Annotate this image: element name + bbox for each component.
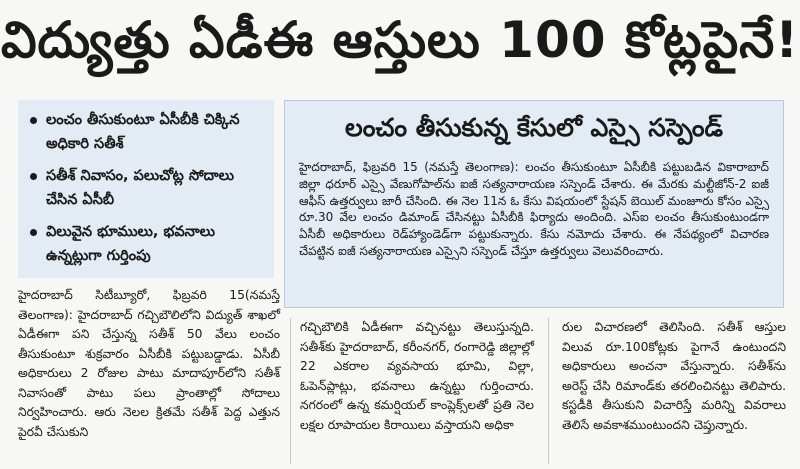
highlights-box <box>18 100 274 278</box>
headline: విద్యుత్తు ఏడీఈ ఆస్తులు 100 కోట్లపైనే! <box>0 10 800 69</box>
highlights-list <box>28 108 264 268</box>
highlight-item: సతీశ్ నివాసం, పలుచోట్ల సోదాలు చేసిన ఏసీబీ <box>28 164 264 212</box>
article-column-2: గచ్చిబౌలికి ఏడీఈగా వచ్చినట్టు తెలుస్తున్నది. సతీశ్‌కు హైదరాబాద్, కరీంనగర్, రంగారెడ్డి జిల్లాల్లో 22 ఎకరాల వ్యవసాయ భూమి, విల్లా, ఓపెన్‌ప్లాట్లు, భవనాలు ఉన్నట్టు గుర్తించారు. నగరంలో ఉన్న కమర్షియల్ కాంప్లెక్స్‌లతో ప్రతి నెల లక్షల రూపాయల కిరాయిలు వస్తాయని అధికా <box>300 320 534 432</box>
boxed-story-body: హైదరాబాద్, ఫిబ్రవరి 15 (నమస్తే తెలంగాణ): లంచం తీసుకుంటూ ఏసీబీకి పట్టుబడిన వికారాబాద్ జిల్లా ధరూర్ ఎస్సై వేణుగోపాల్‌ను ఐజీ సత్యనారాయణ సస్పెండ్ చేశారు. ఈ మేరకు మల్టీజోన్-2 ఐజీ ఆఫీస్ ఉత్తర్వులు జారీ చేసింది. ఈ నెల 11న ఓ కేసు విషయంలో స్టేషన్ బెయిల్ మంజూరు కోసం ఎస్సై రూ.30 వేల లంచం డిమాండ్ చేసినట్టు ఏసీబీకి ఫిర్యాదు అందింది. ఎస్ఐ లంచం తీసుకుంటుండగా ఏసీబీ అధికారులు రెడ్‌హ్యాండెడ్‌గా పట్టుకున్నారు. కేసు నమోదు చేశారు. ఈ నేపథ్యంలో విచారణ చేపట్టిన ఐజీ సత్యనారాయణ ఎస్సైని సస్పెండ్ చేస్తూ ఉత్తర్వులు వెలువరించారు. <box>299 160 769 258</box>
article-column-3: రుల విచారణలో తెలిసింది. సతీశ్ ఆస్తుల విలువ రూ.100కోట్లకు పైగానే ఉంటుందని అధికారులు అంచనా వేస్తున్నారు. సతీశ్‌ను అరెస్ట్ చేసి రిమాండ్‌కు తరలించినట్టు తెలిపారు. కస్టడీకి తీసుకుని విచారిస్తే మరిన్ని వివరాలు తెలిసే అవకాశముంటుందని చెప్తున్నారు. <box>562 320 786 432</box>
column-divider <box>548 318 549 464</box>
highlight-item: విలువైన భూములు, భవనాలు ఉన్నట్లుగా గుర్తింపు <box>28 220 264 268</box>
column-divider <box>290 318 291 464</box>
article-column-1: హైదరాబాద్ సిటీబ్యూరో, ఫిబ్రవరి 15(నమస్తే తెలంగాణ): హైదరాబాద్ గచ్చిబౌలిలోని విద్యుత్ శాఖలో ఏడీఈగా పని చేస్తున్న సతీశ్ 50 వేలు లంచం తీసుకుంటూ శుక్రవారం ఏసీబీకి పట్టుబడ్డాడు. ఏసీబీ అధికారులు 2 రోజుల పాటు మాదాపూర్‌లోని సతీశ్ నివాసంతో పాటు పలు ప్రాంతాల్లో సోదాలు నిర్వహించారు. ఆరు నెలల క్రితమే సతీశ్ పెద్ద ఎత్తున పైరవీ చేసుకుని <box>18 288 280 439</box>
boxed-story-headline: లంచం తీసుకున్న కేసులో ఎస్సై సస్పెండ్ <box>344 113 724 142</box>
highlight-item: లంచం తీసుకుంటూ ఏసీబీకి చిక్కిన అధికారి సతీశ్ <box>28 108 264 156</box>
boxed-story <box>284 100 784 308</box>
